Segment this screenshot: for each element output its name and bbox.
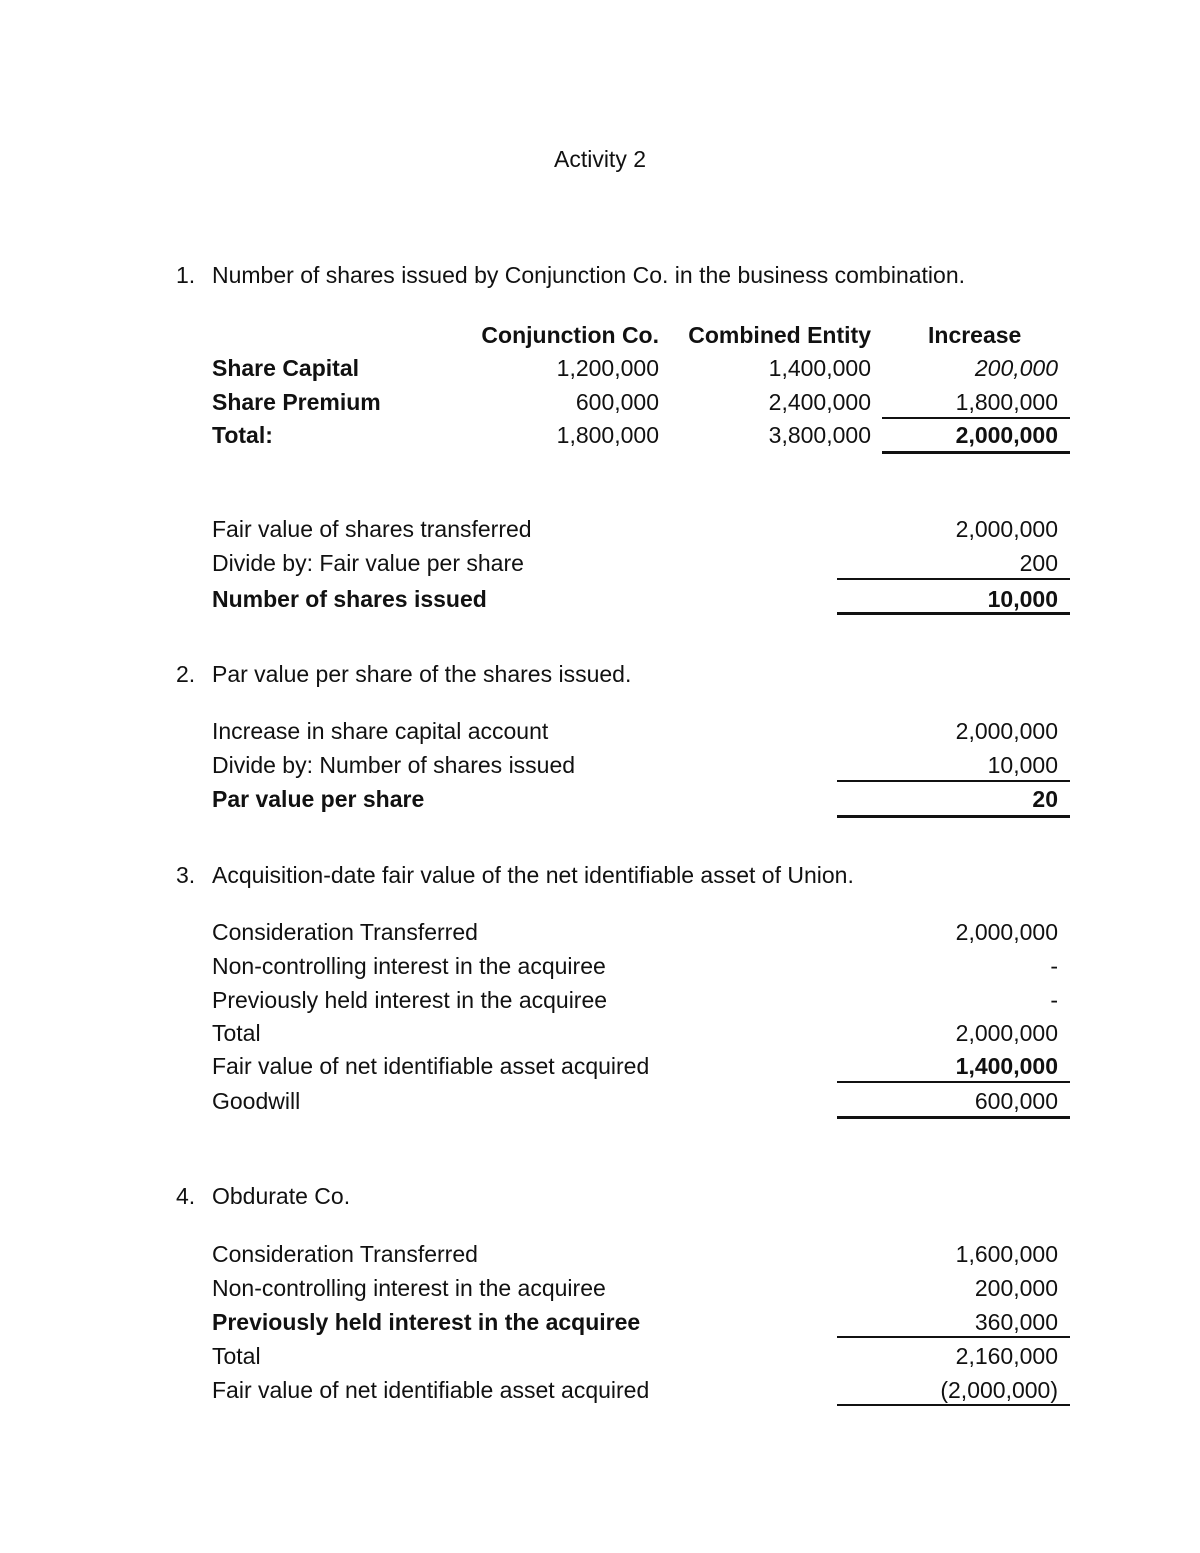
row-label: Total: [212,422,273,448]
calc-label: Consideration Transferred [212,919,478,945]
cell: 1,800,000 [955,389,1058,415]
double-underline [837,815,1070,818]
calc-label: Fair value of net identifiable asset acquired [212,1053,650,1079]
calc-value: (2,000,000) [940,1377,1058,1403]
cell: 2,000,000 [955,422,1058,448]
calc-value: 2,160,000 [955,1343,1058,1369]
calc-label: Par value per share [212,786,425,812]
calc-value: 200 [1019,550,1058,576]
calc-label: Divide by: Number of shares issued [212,752,576,778]
calc-value: 2,000,000 [955,919,1058,945]
calc-label: Consideration Transferred [212,1241,478,1267]
calc-label: Previously held interest in the acquiree [212,987,608,1013]
calc-label: Divide by: Fair value per share [212,550,524,576]
underline [837,578,1070,580]
cell: 1,200,000 [556,355,659,381]
calc-label: Fair value of shares transferred [212,516,532,542]
cell: 3,800,000 [768,422,871,448]
underline [837,1081,1070,1083]
double-underline [837,612,1070,615]
double-underline [837,1116,1070,1119]
calc-label: Number of shares issued [212,586,487,612]
question-number: 4. [176,1183,196,1209]
calc-label: Fair value of net identifiable asset acquired [212,1377,650,1403]
row-label: Share Capital [212,355,359,381]
calc-value: 2,000,000 [955,718,1058,744]
double-underline [882,451,1070,454]
underline [837,780,1070,782]
row-label: Share Premium [212,389,381,415]
calc-label: Goodwill [212,1088,301,1114]
calc-value: - [1050,953,1058,979]
calc-value: 1,600,000 [955,1241,1058,1267]
calc-value: 2,000,000 [955,1020,1058,1046]
header-increase: Increase [928,322,1022,348]
question-text: Obdurate Co. [212,1183,351,1209]
header-combined: Combined Entity [688,322,871,348]
calc-value: - [1050,987,1058,1013]
calc-label: Non-controlling interest in the acquiree [212,953,606,979]
calc-value: 360,000 [974,1309,1058,1335]
question-number: 2. [176,661,196,687]
page-title: Activity 2 [553,146,647,172]
cell: 1,400,000 [768,355,871,381]
cell: 2,400,000 [768,389,871,415]
cell: 1,800,000 [556,422,659,448]
header-conjunction: Conjunction Co. [481,322,659,348]
question-text: Number of shares issued by Conjunction Co. in the business combination. [212,262,966,288]
underline [837,1336,1070,1338]
calc-label: Previously held interest in the acquiree [212,1309,641,1335]
question-text: Acquisition-date fair value of the net identifiable asset of Union. [212,862,854,888]
calc-value: 2,000,000 [955,516,1058,542]
calc-value: 200,000 [974,1275,1058,1301]
question-number: 1. [176,262,196,288]
calc-label: Total [212,1343,261,1369]
calc-label: Total [212,1020,261,1046]
underline [882,417,1070,419]
calc-value: 600,000 [974,1088,1058,1114]
calc-value: 1,400,000 [955,1053,1058,1079]
question-text: Par value per share of the shares issued. [212,661,632,687]
question-number: 3. [176,862,196,888]
calc-value: 10,000 [987,752,1058,778]
underline [837,1404,1070,1406]
cell: 600,000 [575,389,659,415]
calc-label: Non-controlling interest in the acquiree [212,1275,606,1301]
calc-value: 10,000 [987,586,1058,612]
cell: 200,000 [974,355,1058,381]
calc-label: Increase in share capital account [212,718,549,744]
calc-value: 20 [1032,786,1058,812]
